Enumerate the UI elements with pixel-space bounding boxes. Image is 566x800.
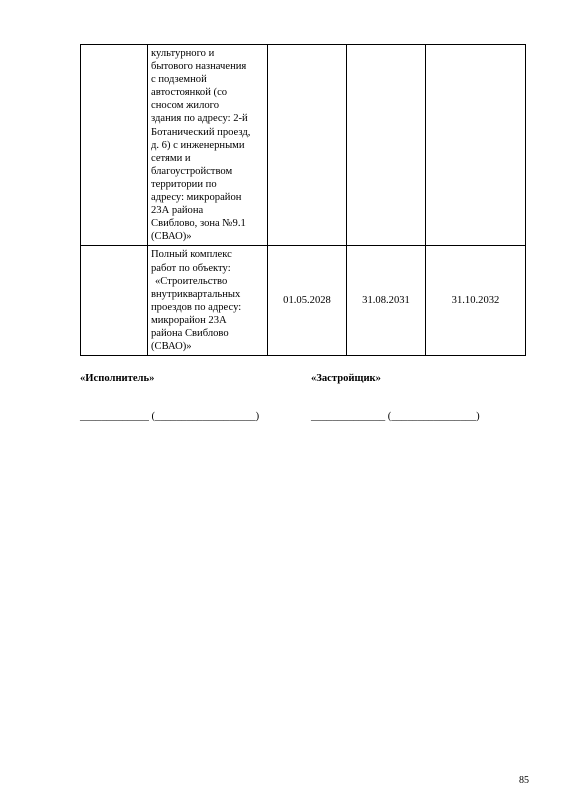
description-line: внутриквартальных (151, 288, 241, 300)
work-description-cell (148, 246, 268, 356)
executor-label: «Исполнитель» (80, 373, 155, 384)
description-line: территории по (151, 178, 217, 190)
final-date-cell (426, 45, 526, 246)
description-line: проездов по адресу: (151, 301, 242, 313)
description-line: с подземной (151, 74, 207, 86)
description-line: здания по адресу: 2-й (151, 113, 248, 125)
page-number: 85 (519, 775, 529, 786)
description-line: адресу: микрорайон (151, 192, 242, 204)
description-line: района Свиблово (151, 327, 229, 339)
description-line: автостоянкой (со (151, 87, 228, 99)
table-row (81, 45, 526, 246)
start-date-cell: 01.05.2028 (268, 246, 347, 356)
description-line: бытового назначения (151, 61, 247, 73)
final-date-cell: 31.10.2032 (426, 246, 526, 356)
table-row (81, 246, 526, 356)
end-date-cell (347, 45, 426, 246)
start-date-cell (268, 45, 347, 246)
description-line: сетями и (151, 152, 191, 164)
description-line: (СВАО)» (151, 231, 192, 243)
description-line: Полный комплекс (151, 249, 232, 261)
description-line: Свиблово, зона №9.1 (151, 218, 246, 230)
description-line: д. 6) с инженерными (151, 139, 245, 151)
executor-signature-line: _____________ (___________________) (80, 411, 260, 422)
description-line: работ по объекту: (151, 262, 231, 274)
row-number-cell (81, 45, 148, 246)
description-line: благоустройством (151, 165, 233, 177)
developer-label: «Застройщик» (311, 373, 381, 384)
description-line: (СВАО)» (151, 341, 192, 353)
developer-signature-line: ______________ (________________) (311, 411, 480, 422)
description-line: культурного и (151, 48, 215, 59)
description-line: «Строительство (155, 275, 228, 287)
row-number-cell (81, 246, 148, 356)
description-line: Ботанический проезд, (151, 126, 251, 138)
end-date-cell: 31.08.2031 (347, 246, 426, 356)
work-description-cell (148, 45, 268, 246)
description-line: сносом жилого (151, 100, 220, 112)
description-line: 23А района (151, 205, 204, 217)
schedule-table (80, 44, 526, 356)
description-line: микрорайон 23А (151, 314, 227, 326)
